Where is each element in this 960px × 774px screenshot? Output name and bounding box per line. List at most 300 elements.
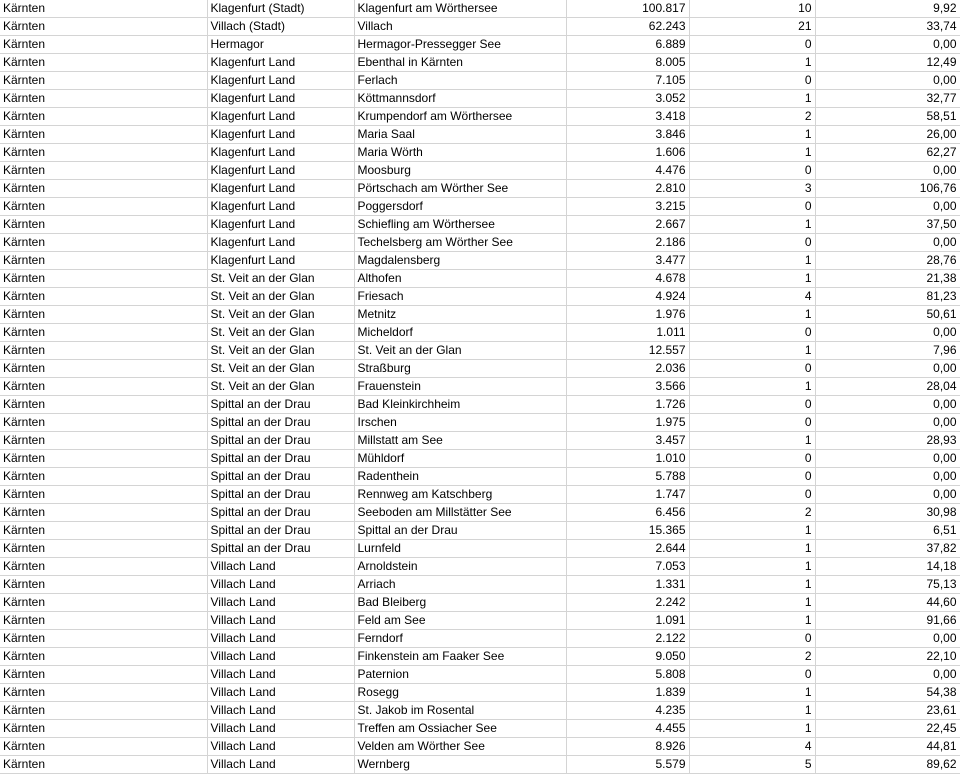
state-cell[interactable]: Kärnten	[0, 36, 207, 54]
count-cell[interactable]: 10	[689, 0, 815, 18]
population-cell[interactable]: 15.365	[566, 522, 689, 540]
rate-cell[interactable]: 30,98	[815, 504, 960, 522]
state-cell[interactable]: Kärnten	[0, 738, 207, 756]
district-cell[interactable]: Villach Land	[207, 702, 354, 720]
state-cell[interactable]: Kärnten	[0, 522, 207, 540]
district-cell[interactable]: St. Veit an der Glan	[207, 324, 354, 342]
state-cell[interactable]: Kärnten	[0, 684, 207, 702]
count-cell[interactable]: 0	[689, 162, 815, 180]
district-cell[interactable]: Klagenfurt Land	[207, 180, 354, 198]
rate-cell[interactable]: 0,00	[815, 486, 960, 504]
rate-cell[interactable]: 0,00	[815, 468, 960, 486]
rate-cell[interactable]: 26,00	[815, 126, 960, 144]
rate-cell[interactable]: 75,13	[815, 576, 960, 594]
municipality-cell[interactable]: Paternion	[354, 666, 566, 684]
district-cell[interactable]: Klagenfurt Land	[207, 108, 354, 126]
district-cell[interactable]: St. Veit an der Glan	[207, 342, 354, 360]
state-cell[interactable]: Kärnten	[0, 378, 207, 396]
table-row	[0, 612, 960, 630]
population-cell[interactable]: 2.036	[566, 360, 689, 378]
rate-cell[interactable]: 44,81	[815, 738, 960, 756]
district-cell[interactable]: Klagenfurt (Stadt)	[207, 0, 354, 18]
municipality-cell[interactable]: Micheldorf	[354, 324, 566, 342]
municipality-cell[interactable]: Bad Bleiberg	[354, 594, 566, 612]
population-cell[interactable]: 4.476	[566, 162, 689, 180]
table-row	[0, 126, 960, 144]
rate-cell[interactable]: 0,00	[815, 360, 960, 378]
table-row	[0, 666, 960, 684]
rate-cell[interactable]: 91,66	[815, 612, 960, 630]
state-cell[interactable]: Kärnten	[0, 54, 207, 72]
count-cell[interactable]: 1	[689, 90, 815, 108]
rate-cell[interactable]: 58,51	[815, 108, 960, 126]
municipality-cell[interactable]: Mühldorf	[354, 450, 566, 468]
table-row	[0, 36, 960, 54]
count-cell[interactable]: 1	[689, 378, 815, 396]
rate-cell[interactable]: 0,00	[815, 162, 960, 180]
rate-cell[interactable]: 44,60	[815, 594, 960, 612]
count-cell[interactable]: 1	[689, 558, 815, 576]
state-cell[interactable]: Kärnten	[0, 162, 207, 180]
count-cell[interactable]: 0	[689, 414, 815, 432]
municipality-cell[interactable]: Ferndorf	[354, 630, 566, 648]
population-cell[interactable]: 4.235	[566, 702, 689, 720]
population-cell[interactable]: 1.011	[566, 324, 689, 342]
district-cell[interactable]: Spittal an der Drau	[207, 486, 354, 504]
state-cell[interactable]: Kärnten	[0, 612, 207, 630]
table-row	[0, 432, 960, 450]
count-cell[interactable]: 3	[689, 180, 815, 198]
state-cell[interactable]: Kärnten	[0, 450, 207, 468]
state-cell[interactable]: Kärnten	[0, 414, 207, 432]
state-cell[interactable]: Kärnten	[0, 306, 207, 324]
population-cell[interactable]: 1.331	[566, 576, 689, 594]
state-cell[interactable]: Kärnten	[0, 432, 207, 450]
municipality-cell[interactable]: Maria Saal	[354, 126, 566, 144]
district-cell[interactable]: St. Veit an der Glan	[207, 270, 354, 288]
table-row	[0, 414, 960, 432]
state-cell[interactable]: Kärnten	[0, 360, 207, 378]
population-cell[interactable]: 6.456	[566, 504, 689, 522]
table-row	[0, 378, 960, 396]
table-row	[0, 54, 960, 72]
table-row	[0, 558, 960, 576]
table-row	[0, 630, 960, 648]
state-cell[interactable]: Kärnten	[0, 486, 207, 504]
municipality-cell[interactable]: Velden am Wörther See	[354, 738, 566, 756]
state-cell[interactable]: Kärnten	[0, 324, 207, 342]
municipality-cell[interactable]: Pörtschach am Wörther See	[354, 180, 566, 198]
table-row	[0, 342, 960, 360]
table-row	[0, 234, 960, 252]
count-cell[interactable]: 1	[689, 540, 815, 558]
population-cell[interactable]: 2.186	[566, 234, 689, 252]
rate-cell[interactable]: 7,96	[815, 342, 960, 360]
count-cell[interactable]: 4	[689, 738, 815, 756]
district-cell[interactable]: Villach (Stadt)	[207, 18, 354, 36]
population-cell[interactable]: 1.726	[566, 396, 689, 414]
table-row	[0, 288, 960, 306]
population-cell[interactable]: 3.457	[566, 432, 689, 450]
count-cell[interactable]: 0	[689, 468, 815, 486]
state-cell[interactable]: Kärnten	[0, 234, 207, 252]
table-row	[0, 198, 960, 216]
population-cell[interactable]: 4.924	[566, 288, 689, 306]
municipality-cell[interactable]: Klagenfurt am Wörthersee	[354, 0, 566, 18]
district-cell[interactable]: Klagenfurt Land	[207, 198, 354, 216]
municipality-cell[interactable]: Treffen am Ossiacher See	[354, 720, 566, 738]
district-cell[interactable]: Villach Land	[207, 594, 354, 612]
population-cell[interactable]: 4.678	[566, 270, 689, 288]
state-cell[interactable]: Kärnten	[0, 0, 207, 18]
municipality-cell[interactable]: Magdalensberg	[354, 252, 566, 270]
count-cell[interactable]: 1	[689, 522, 815, 540]
table-row	[0, 468, 960, 486]
count-cell[interactable]: 21	[689, 18, 815, 36]
state-cell[interactable]: Kärnten	[0, 126, 207, 144]
table-row	[0, 756, 960, 774]
district-cell[interactable]: Villach Land	[207, 612, 354, 630]
table-row	[0, 324, 960, 342]
rate-cell[interactable]: 54,38	[815, 684, 960, 702]
table-row	[0, 18, 960, 36]
state-cell[interactable]: Kärnten	[0, 216, 207, 234]
rate-cell[interactable]: 81,23	[815, 288, 960, 306]
rate-cell[interactable]: 0,00	[815, 630, 960, 648]
table-row	[0, 594, 960, 612]
state-cell[interactable]: Kärnten	[0, 648, 207, 666]
rate-cell[interactable]: 28,76	[815, 252, 960, 270]
rate-cell[interactable]: 62,27	[815, 144, 960, 162]
table-row	[0, 486, 960, 504]
population-cell[interactable]: 1.976	[566, 306, 689, 324]
count-cell[interactable]: 0	[689, 360, 815, 378]
district-cell[interactable]: Klagenfurt Land	[207, 234, 354, 252]
municipality-cell[interactable]: Lurnfeld	[354, 540, 566, 558]
municipality-cell[interactable]: Irschen	[354, 414, 566, 432]
table-row	[0, 270, 960, 288]
municipality-cell[interactable]: Ferlach	[354, 72, 566, 90]
rate-cell[interactable]: 0,00	[815, 450, 960, 468]
district-cell[interactable]: Villach Land	[207, 630, 354, 648]
district-cell[interactable]: Spittal an der Drau	[207, 396, 354, 414]
state-cell[interactable]: Kärnten	[0, 342, 207, 360]
municipality-cell[interactable]: Moosburg	[354, 162, 566, 180]
district-cell[interactable]: Villach Land	[207, 684, 354, 702]
state-cell[interactable]: Kärnten	[0, 18, 207, 36]
rate-cell[interactable]: 0,00	[815, 198, 960, 216]
district-cell[interactable]: Villach Land	[207, 648, 354, 666]
municipality-cell[interactable]: Schiefling am Wörthersee	[354, 216, 566, 234]
count-cell[interactable]: 1	[689, 54, 815, 72]
count-cell[interactable]: 1	[689, 306, 815, 324]
population-cell[interactable]: 2.667	[566, 216, 689, 234]
state-cell[interactable]: Kärnten	[0, 144, 207, 162]
municipality-cell[interactable]: Feld am See	[354, 612, 566, 630]
rate-cell[interactable]: 9,92	[815, 0, 960, 18]
count-cell[interactable]: 2	[689, 504, 815, 522]
district-cell[interactable]: Spittal an der Drau	[207, 522, 354, 540]
count-cell[interactable]: 0	[689, 198, 815, 216]
count-cell[interactable]: 1	[689, 576, 815, 594]
population-cell[interactable]: 1.839	[566, 684, 689, 702]
population-cell[interactable]: 1.975	[566, 414, 689, 432]
count-cell[interactable]: 0	[689, 666, 815, 684]
state-cell[interactable]: Kärnten	[0, 198, 207, 216]
municipality-cell[interactable]: Rosegg	[354, 684, 566, 702]
table-row	[0, 396, 960, 414]
population-cell[interactable]: 1.010	[566, 450, 689, 468]
state-cell[interactable]: Kärnten	[0, 720, 207, 738]
municipality-cell[interactable]: Rennweg am Katschberg	[354, 486, 566, 504]
table-row	[0, 720, 960, 738]
state-cell[interactable]: Kärnten	[0, 702, 207, 720]
state-cell[interactable]: Kärnten	[0, 270, 207, 288]
rate-cell[interactable]: 37,50	[815, 216, 960, 234]
population-cell[interactable]: 5.808	[566, 666, 689, 684]
rate-cell[interactable]: 50,61	[815, 306, 960, 324]
municipality-cell[interactable]: Maria Wörth	[354, 144, 566, 162]
municipality-cell[interactable]: Millstatt am See	[354, 432, 566, 450]
population-cell[interactable]: 3.566	[566, 378, 689, 396]
state-cell[interactable]: Kärnten	[0, 396, 207, 414]
state-cell[interactable]: Kärnten	[0, 594, 207, 612]
district-cell[interactable]: St. Veit an der Glan	[207, 378, 354, 396]
rate-cell[interactable]: 12,49	[815, 54, 960, 72]
district-cell[interactable]: St. Veit an der Glan	[207, 306, 354, 324]
district-cell[interactable]: Klagenfurt Land	[207, 72, 354, 90]
count-cell[interactable]: 1	[689, 594, 815, 612]
rate-cell[interactable]: 0,00	[815, 72, 960, 90]
population-cell[interactable]: 8.005	[566, 54, 689, 72]
district-cell[interactable]: Spittal an der Drau	[207, 468, 354, 486]
count-cell[interactable]: 0	[689, 630, 815, 648]
count-cell[interactable]: 1	[689, 684, 815, 702]
district-cell[interactable]: Villach Land	[207, 558, 354, 576]
municipality-cell[interactable]: Straßburg	[354, 360, 566, 378]
rate-cell[interactable]: 32,77	[815, 90, 960, 108]
state-cell[interactable]: Kärnten	[0, 504, 207, 522]
table-row	[0, 738, 960, 756]
population-cell[interactable]: 9.050	[566, 648, 689, 666]
count-cell[interactable]: 0	[689, 486, 815, 504]
district-cell[interactable]: Spittal an der Drau	[207, 450, 354, 468]
count-cell[interactable]: 1	[689, 216, 815, 234]
municipality-cell[interactable]: Poggersdorf	[354, 198, 566, 216]
municipality-cell[interactable]: Villach	[354, 18, 566, 36]
table-row	[0, 450, 960, 468]
rate-cell[interactable]: 37,82	[815, 540, 960, 558]
table-row	[0, 252, 960, 270]
municipality-cell[interactable]: Arriach	[354, 576, 566, 594]
count-cell[interactable]: 1	[689, 612, 815, 630]
population-cell[interactable]: 3.215	[566, 198, 689, 216]
district-cell[interactable]: Klagenfurt Land	[207, 216, 354, 234]
population-cell[interactable]: 3.846	[566, 126, 689, 144]
rate-cell[interactable]: 28,04	[815, 378, 960, 396]
district-cell[interactable]: Spittal an der Drau	[207, 504, 354, 522]
district-cell[interactable]: Villach Land	[207, 720, 354, 738]
count-cell[interactable]: 1	[689, 270, 815, 288]
population-cell[interactable]: 2.242	[566, 594, 689, 612]
state-cell[interactable]: Kärnten	[0, 756, 207, 774]
municipality-cell[interactable]: Ebenthal in Kärnten	[354, 54, 566, 72]
state-cell[interactable]: Kärnten	[0, 558, 207, 576]
district-cell[interactable]: Villach Land	[207, 666, 354, 684]
population-cell[interactable]: 3.052	[566, 90, 689, 108]
state-cell[interactable]: Kärnten	[0, 72, 207, 90]
table-row	[0, 162, 960, 180]
table-row	[0, 216, 960, 234]
district-cell[interactable]: Hermagor	[207, 36, 354, 54]
count-cell[interactable]: 1	[689, 702, 815, 720]
count-cell[interactable]: 1	[689, 720, 815, 738]
table-row	[0, 684, 960, 702]
state-cell[interactable]: Kärnten	[0, 252, 207, 270]
table-row	[0, 306, 960, 324]
population-cell[interactable]: 2.644	[566, 540, 689, 558]
district-cell[interactable]: Klagenfurt Land	[207, 126, 354, 144]
municipality-cell[interactable]: Metnitz	[354, 306, 566, 324]
count-cell[interactable]: 5	[689, 756, 815, 774]
population-cell[interactable]: 5.579	[566, 756, 689, 774]
municipality-cell[interactable]: Finkenstein am Faaker See	[354, 648, 566, 666]
population-cell[interactable]: 12.557	[566, 342, 689, 360]
table-row	[0, 648, 960, 666]
table-row	[0, 108, 960, 126]
state-cell[interactable]: Kärnten	[0, 468, 207, 486]
rate-cell[interactable]: 106,76	[815, 180, 960, 198]
municipality-cell[interactable]: Friesach	[354, 288, 566, 306]
state-cell[interactable]: Kärnten	[0, 90, 207, 108]
rate-cell[interactable]: 0,00	[815, 36, 960, 54]
population-cell[interactable]: 1.747	[566, 486, 689, 504]
population-cell[interactable]: 3.477	[566, 252, 689, 270]
table-row	[0, 504, 960, 522]
count-cell[interactable]: 0	[689, 72, 815, 90]
population-cell[interactable]: 1.606	[566, 144, 689, 162]
population-cell[interactable]: 2.122	[566, 630, 689, 648]
count-cell[interactable]: 2	[689, 108, 815, 126]
rate-cell[interactable]: 23,61	[815, 702, 960, 720]
municipality-cell[interactable]: Techelsberg am Wörther See	[354, 234, 566, 252]
count-cell[interactable]: 1	[689, 252, 815, 270]
state-cell[interactable]: Kärnten	[0, 108, 207, 126]
district-cell[interactable]: Villach Land	[207, 738, 354, 756]
municipality-cell[interactable]: Radenthein	[354, 468, 566, 486]
rate-cell[interactable]: 22,45	[815, 720, 960, 738]
district-cell[interactable]: St. Veit an der Glan	[207, 360, 354, 378]
table-row	[0, 540, 960, 558]
population-cell[interactable]: 6.889	[566, 36, 689, 54]
rate-cell[interactable]: 33,74	[815, 18, 960, 36]
municipality-cell[interactable]: Arnoldstein	[354, 558, 566, 576]
table-row	[0, 144, 960, 162]
district-cell[interactable]: St. Veit an der Glan	[207, 288, 354, 306]
district-cell[interactable]: Klagenfurt Land	[207, 90, 354, 108]
district-cell[interactable]: Klagenfurt Land	[207, 162, 354, 180]
count-cell[interactable]: 1	[689, 126, 815, 144]
municipality-cell[interactable]: Bad Kleinkirchheim	[354, 396, 566, 414]
population-cell[interactable]: 7.053	[566, 558, 689, 576]
rate-cell[interactable]: 14,18	[815, 558, 960, 576]
count-cell[interactable]: 0	[689, 36, 815, 54]
population-cell[interactable]: 5.788	[566, 468, 689, 486]
state-cell[interactable]: Kärnten	[0, 288, 207, 306]
population-cell[interactable]: 3.418	[566, 108, 689, 126]
population-cell[interactable]: 4.455	[566, 720, 689, 738]
municipality-cell[interactable]: Frauenstein	[354, 378, 566, 396]
population-cell[interactable]: 8.926	[566, 738, 689, 756]
rate-cell[interactable]: 0,00	[815, 414, 960, 432]
count-cell[interactable]: 1	[689, 144, 815, 162]
district-cell[interactable]: Klagenfurt Land	[207, 54, 354, 72]
state-cell[interactable]: Kärnten	[0, 630, 207, 648]
district-cell[interactable]: Spittal an der Drau	[207, 414, 354, 432]
count-cell[interactable]: 0	[689, 234, 815, 252]
table-row	[0, 72, 960, 90]
state-cell[interactable]: Kärnten	[0, 576, 207, 594]
population-cell[interactable]: 7.105	[566, 72, 689, 90]
population-cell[interactable]: 62.243	[566, 18, 689, 36]
population-cell[interactable]: 100.817	[566, 0, 689, 18]
count-cell[interactable]: 1	[689, 342, 815, 360]
count-cell[interactable]: 0	[689, 396, 815, 414]
municipality-cell[interactable]: Seeboden am Millstätter See	[354, 504, 566, 522]
table-row	[0, 522, 960, 540]
state-cell[interactable]: Kärnten	[0, 540, 207, 558]
municipality-cell[interactable]: Krumpendorf am Wörthersee	[354, 108, 566, 126]
count-cell[interactable]: 0	[689, 324, 815, 342]
table-row	[0, 0, 960, 18]
count-cell[interactable]: 0	[689, 450, 815, 468]
municipality-cell[interactable]: Wernberg	[354, 756, 566, 774]
rate-cell[interactable]: 28,93	[815, 432, 960, 450]
table-row	[0, 576, 960, 594]
count-cell[interactable]: 4	[689, 288, 815, 306]
rate-cell[interactable]: 0,00	[815, 324, 960, 342]
rate-cell[interactable]: 21,38	[815, 270, 960, 288]
table-row	[0, 90, 960, 108]
state-cell[interactable]: Kärnten	[0, 180, 207, 198]
district-cell[interactable]: Spittal an der Drau	[207, 432, 354, 450]
table-row	[0, 180, 960, 198]
rate-cell[interactable]: 0,00	[815, 666, 960, 684]
population-cell[interactable]: 2.810	[566, 180, 689, 198]
municipality-cell[interactable]: St. Veit an der Glan	[354, 342, 566, 360]
district-cell[interactable]: Spittal an der Drau	[207, 540, 354, 558]
district-cell[interactable]: Klagenfurt Land	[207, 144, 354, 162]
rate-cell[interactable]: 89,62	[815, 756, 960, 774]
district-cell[interactable]: Klagenfurt Land	[207, 252, 354, 270]
population-cell[interactable]: 1.091	[566, 612, 689, 630]
municipality-cell[interactable]: St. Jakob im Rosental	[354, 702, 566, 720]
table-row	[0, 702, 960, 720]
rate-cell[interactable]: 0,00	[815, 396, 960, 414]
count-cell[interactable]: 2	[689, 648, 815, 666]
count-cell[interactable]: 1	[689, 432, 815, 450]
rate-cell[interactable]: 6,51	[815, 522, 960, 540]
district-cell[interactable]: Villach Land	[207, 756, 354, 774]
municipality-cell[interactable]: Spittal an der Drau	[354, 522, 566, 540]
municipality-cell[interactable]: Hermagor-Pressegger See	[354, 36, 566, 54]
municipality-cell[interactable]: Althofen	[354, 270, 566, 288]
district-cell[interactable]: Villach Land	[207, 576, 354, 594]
rate-cell[interactable]: 0,00	[815, 234, 960, 252]
state-cell[interactable]: Kärnten	[0, 666, 207, 684]
rate-cell[interactable]: 22,10	[815, 648, 960, 666]
municipality-cell[interactable]: Köttmannsdorf	[354, 90, 566, 108]
